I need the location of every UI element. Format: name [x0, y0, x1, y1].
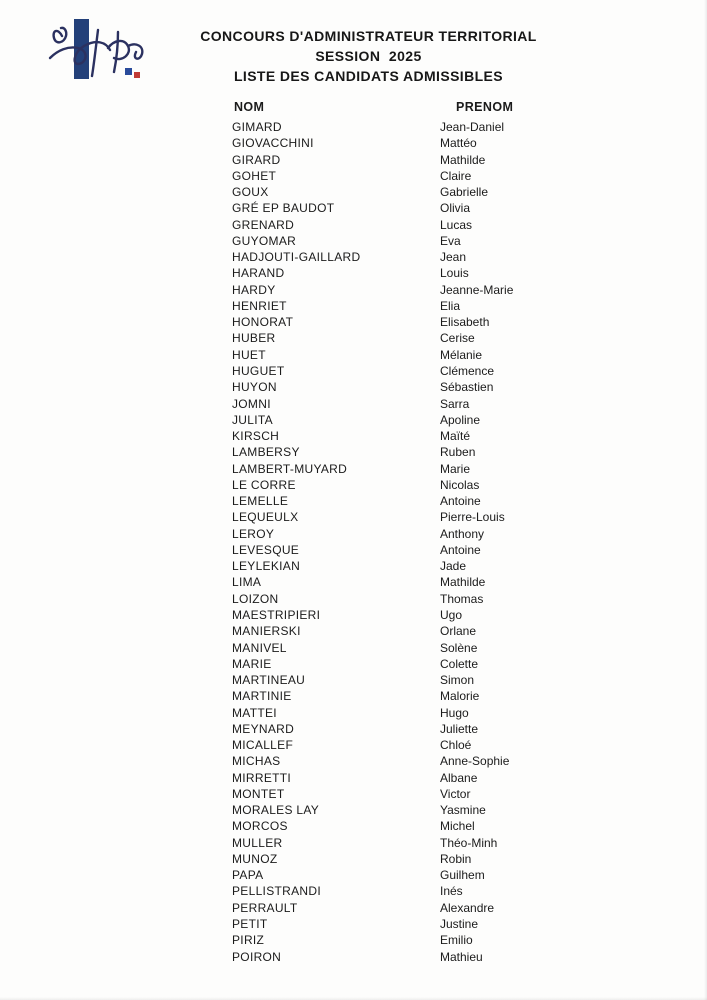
- candidate-nom: MEYNARD: [232, 721, 295, 736]
- candidate-prenom: Simon: [440, 673, 475, 688]
- candidate-prenom: Thomas: [440, 591, 484, 606]
- table-row: [0, 835, 707, 851]
- candidate-nom: GIRARD: [232, 152, 281, 167]
- document-header: [30, 26, 707, 86]
- table-row: [0, 786, 707, 802]
- candidate-nom: HADJOUTI-GAILLARD: [232, 250, 361, 265]
- candidate-prenom: Michel: [440, 819, 475, 834]
- table-row: [0, 591, 707, 607]
- candidate-nom: MORALES LAY: [232, 803, 320, 818]
- candidate-prenom: Cerise: [440, 331, 475, 346]
- candidate-prenom: Jade: [440, 559, 467, 574]
- table-row: [0, 688, 707, 704]
- table-row: [0, 574, 707, 590]
- candidate-prenom: Mattéo: [440, 136, 477, 151]
- candidate-prenom: Chloé: [440, 738, 472, 753]
- candidate-nom: MICALLEF: [232, 738, 294, 753]
- table-row: [0, 623, 707, 639]
- candidate-nom: LAMBERT-MUYARD: [232, 461, 348, 476]
- table-row: [0, 818, 707, 834]
- column-header-prenom: PRENOM: [456, 100, 514, 114]
- candidate-prenom: Jeanne-Marie: [440, 282, 514, 297]
- candidate-prenom: Clémence: [440, 363, 495, 378]
- candidate-nom: GUYOMAR: [232, 233, 297, 248]
- candidate-prenom: Robin: [440, 851, 472, 866]
- candidate-prenom: Anthony: [440, 526, 485, 541]
- candidate-prenom: Albane: [440, 770, 478, 785]
- candidate-nom: PIRIZ: [232, 933, 265, 948]
- candidate-nom: GOUX: [232, 185, 269, 200]
- candidate-prenom: Anne-Sophie: [440, 754, 510, 769]
- table-row: [0, 900, 707, 916]
- table-row: [0, 932, 707, 948]
- candidate-nom: MARTINEAU: [232, 673, 306, 688]
- candidate-prenom: Sarra: [440, 396, 470, 411]
- table-row: [0, 461, 707, 477]
- candidate-prenom: Hugo: [440, 705, 469, 720]
- table-row: [0, 526, 707, 542]
- candidate-nom: MONTET: [232, 786, 285, 801]
- candidate-prenom: Mathilde: [440, 152, 486, 167]
- candidate-nom: LEVESQUE: [232, 542, 300, 557]
- candidate-prenom: Maïté: [440, 429, 471, 444]
- candidate-nom: MICHAS: [232, 754, 281, 769]
- candidate-nom: LAMBERSY: [232, 445, 300, 460]
- candidate-prenom: Victor: [440, 786, 471, 801]
- candidate-nom: GIMARD: [232, 120, 282, 134]
- candidates-rows: [0, 119, 707, 965]
- table-row: [0, 607, 707, 623]
- table-row: [0, 265, 707, 281]
- candidate-prenom: Mélanie: [440, 347, 483, 362]
- candidate-nom: KIRSCH: [232, 429, 280, 444]
- candidates-table: [0, 100, 707, 965]
- table-row: [0, 802, 707, 818]
- table-row: [0, 314, 707, 330]
- candidate-nom: HONORAT: [232, 315, 294, 330]
- candidate-nom: PAPA: [232, 868, 264, 883]
- candidate-nom: MUNOZ: [232, 851, 278, 866]
- table-row: [0, 477, 707, 493]
- table-row: [0, 949, 707, 965]
- table-row: [0, 851, 707, 867]
- candidate-nom: GRÉ EP BAUDOT: [232, 201, 335, 216]
- candidate-nom: HUET: [232, 347, 266, 362]
- candidate-nom: GIOVACCHINI: [232, 136, 314, 151]
- candidate-prenom: Pierre-Louis: [440, 510, 505, 525]
- table-row: [0, 363, 707, 379]
- candidate-prenom: Justine: [440, 917, 479, 932]
- candidate-prenom: Mathieu: [440, 949, 483, 964]
- table-row: [0, 672, 707, 688]
- table-row: [0, 347, 707, 363]
- candidate-prenom: Antoine: [440, 494, 481, 509]
- candidate-nom: POIRON: [232, 949, 282, 964]
- candidate-nom: MANIERSKI: [232, 624, 301, 639]
- table-row: [0, 282, 707, 298]
- candidate-nom: MULLER: [232, 835, 283, 850]
- candidate-prenom: Jean-Daniel: [440, 120, 505, 134]
- candidate-nom: GOHET: [232, 168, 277, 183]
- table-row: [0, 737, 707, 753]
- candidate-prenom: Marie: [440, 461, 471, 476]
- table-row: [0, 135, 707, 151]
- candidate-prenom: Ugo: [440, 607, 463, 622]
- table-header-row: [0, 100, 707, 117]
- column-header-nom: NOM: [234, 100, 265, 114]
- candidate-prenom: Sébastien: [440, 380, 494, 395]
- table-row: [0, 396, 707, 412]
- candidate-nom: JOMNI: [232, 396, 271, 411]
- candidate-nom: JULITA: [232, 412, 273, 427]
- table-row: [0, 656, 707, 672]
- candidate-prenom: Yasmine: [440, 803, 486, 818]
- candidate-nom: HUYON: [232, 380, 277, 395]
- table-row: [0, 119, 707, 135]
- table-row: [0, 233, 707, 249]
- table-row: [0, 916, 707, 932]
- candidate-prenom: Nicolas: [440, 477, 480, 492]
- candidate-prenom: Ruben: [440, 445, 476, 460]
- table-row: [0, 509, 707, 525]
- candidate-nom: PERRAULT: [232, 900, 298, 915]
- candidate-nom: LEQUEULX: [232, 510, 299, 525]
- candidate-nom: LEYLEKIAN: [232, 559, 301, 574]
- candidate-nom: HARAND: [232, 266, 285, 281]
- table-row: [0, 867, 707, 883]
- table-row: [0, 721, 707, 737]
- candidate-nom: LEROY: [232, 526, 275, 541]
- candidate-prenom: Eva: [440, 233, 461, 248]
- candidate-prenom: Malorie: [440, 689, 480, 704]
- candidate-prenom: Théo-Minh: [440, 835, 498, 850]
- candidate-prenom: Jean: [440, 250, 467, 265]
- table-row: [0, 412, 707, 428]
- table-row: [0, 168, 707, 184]
- candidate-prenom: Elisabeth: [440, 315, 490, 330]
- candidate-prenom: Louis: [440, 266, 469, 281]
- candidate-prenom: Alexandre: [440, 900, 495, 915]
- title-line-3: LISTE DES CANDIDATS ADMISSIBLES: [233, 68, 504, 84]
- table-row: [0, 330, 707, 346]
- candidate-nom: LEMELLE: [232, 494, 289, 509]
- candidate-nom: HUBER: [232, 331, 276, 346]
- candidate-nom: MANIVEL: [232, 640, 287, 655]
- table-row: [0, 152, 707, 168]
- table-row: [0, 217, 707, 233]
- candidate-prenom: Emilio: [440, 933, 473, 948]
- table-row: [0, 753, 707, 769]
- table-row: [0, 379, 707, 395]
- table-row: [0, 770, 707, 786]
- table-row: [0, 249, 707, 265]
- candidate-nom: MARTINIE: [232, 689, 292, 704]
- candidate-prenom: Orlane: [440, 624, 477, 639]
- table-row: [0, 883, 707, 899]
- candidate-prenom: Mathilde: [440, 575, 486, 590]
- candidate-prenom: Guilhem: [440, 868, 485, 883]
- table-row: [0, 200, 707, 216]
- table-row: [0, 444, 707, 460]
- candidate-prenom: Antoine: [440, 542, 481, 557]
- candidate-nom: PELLISTRANDI: [232, 884, 321, 899]
- candidate-prenom: Lucas: [440, 217, 473, 232]
- candidate-nom: MIRRETTI: [232, 770, 292, 785]
- candidate-prenom: Colette: [440, 656, 479, 671]
- candidate-nom: HENRIET: [232, 298, 287, 313]
- candidate-nom: MORCOS: [232, 819, 288, 834]
- candidate-nom: MARIE: [232, 656, 272, 671]
- candidate-nom: LOIZON: [232, 591, 279, 606]
- table-row: [0, 705, 707, 721]
- candidate-nom: PETIT: [232, 917, 268, 932]
- table-row: [0, 558, 707, 574]
- title-line-2: SESSION 2025: [315, 48, 422, 64]
- candidate-prenom: Elia: [440, 298, 461, 313]
- table-row: [0, 493, 707, 509]
- candidate-prenom: Olivia: [440, 201, 471, 216]
- table-row: [0, 298, 707, 314]
- candidate-nom: MAESTRIPIERI: [232, 607, 321, 622]
- candidate-prenom: Apoline: [440, 412, 481, 427]
- candidate-nom: GRENARD: [232, 217, 295, 232]
- candidate-nom: MATTEI: [232, 705, 277, 720]
- candidate-nom: LE CORRE: [232, 477, 296, 492]
- table-row: [0, 428, 707, 444]
- title-line-1: CONCOURS D'ADMINISTRATEUR TERRITORIAL: [200, 28, 537, 44]
- candidate-prenom: Inés: [440, 884, 463, 899]
- candidate-nom: HARDY: [232, 282, 276, 297]
- candidate-prenom: Gabrielle: [440, 185, 489, 200]
- table-row: [0, 184, 707, 200]
- candidate-nom: HUGUET: [232, 363, 285, 378]
- candidate-prenom: Solène: [440, 640, 478, 655]
- candidate-prenom: Claire: [440, 168, 472, 183]
- table-row: [0, 542, 707, 558]
- candidate-nom: LIMA: [232, 575, 262, 590]
- table-row: [0, 640, 707, 656]
- candidate-prenom: Juliette: [440, 721, 479, 736]
